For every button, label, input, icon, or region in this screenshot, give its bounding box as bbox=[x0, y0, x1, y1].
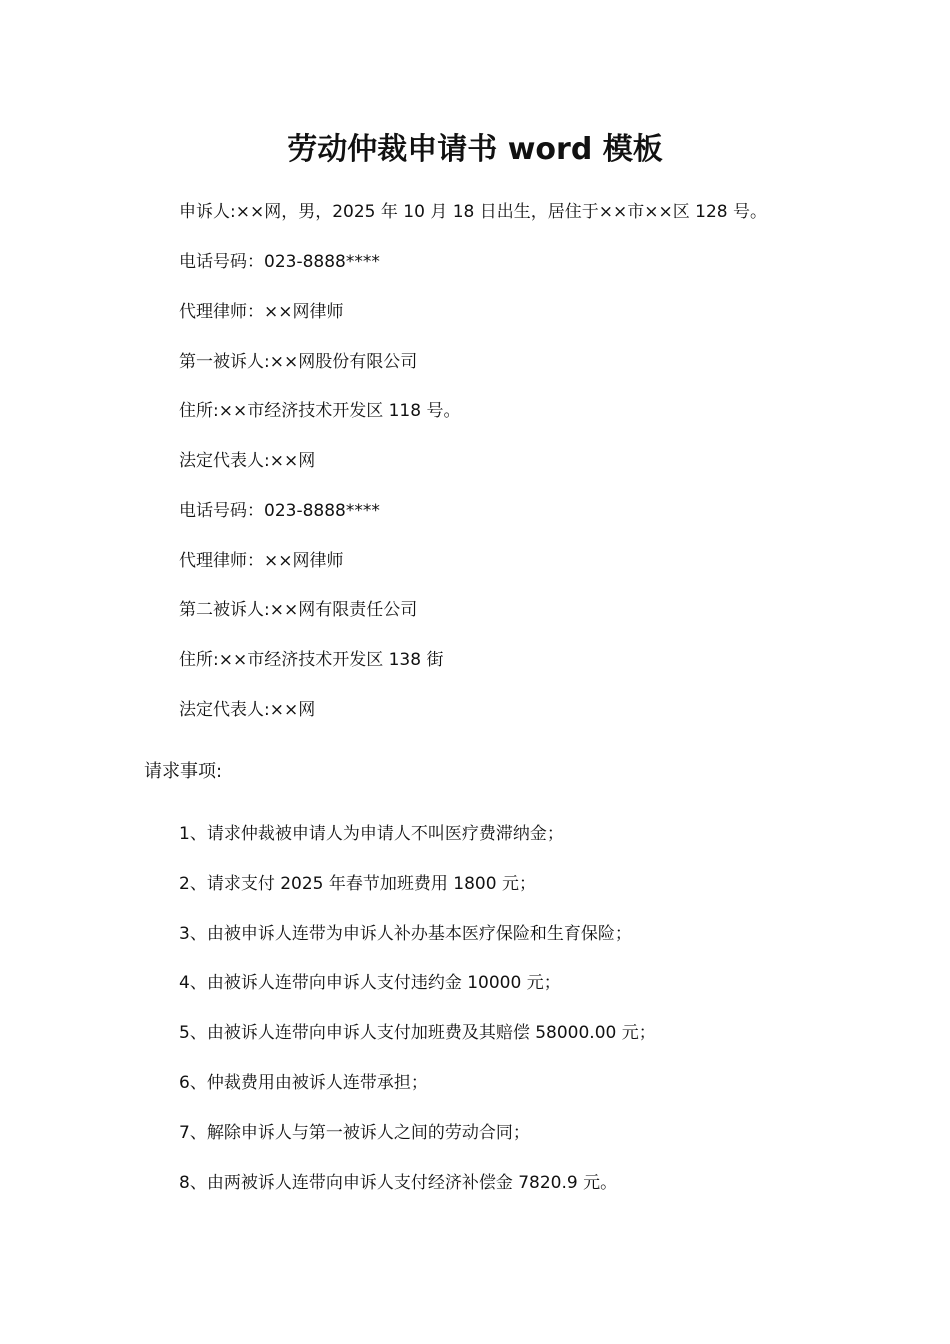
request-item: 3、由被申诉人连带为申诉人补办基本医疗保险和生育保险； bbox=[179, 924, 632, 944]
party-line: 法定代表人:××网 bbox=[179, 451, 316, 471]
party-line: 第一被诉人:××网股份有限公司 bbox=[179, 352, 418, 372]
party-line: 代理律师：××网律师 bbox=[179, 551, 344, 571]
party-line: 电话号码：023-8888**** bbox=[179, 501, 380, 521]
party-line: 法定代表人:××网 bbox=[179, 700, 316, 720]
request-item: 7、解除申诉人与第一被诉人之间的劳动合同； bbox=[179, 1123, 530, 1143]
request-item: 8、由两被诉人连带向申诉人支付经济补偿金 7820.9 元。 bbox=[179, 1173, 618, 1193]
request-item: 5、由被诉人连带向申诉人支付加班费及其赔偿 58000.00 元； bbox=[179, 1023, 656, 1043]
party-line: 住所:××市经济技术开发区 118 号。 bbox=[179, 401, 461, 421]
party-line: 第二被诉人:××网有限责任公司 bbox=[179, 600, 418, 620]
party-line: 住所:××市经济技术开发区 138 街 bbox=[179, 650, 444, 670]
request-item: 2、请求支付 2025 年春节加班费用 1800 元； bbox=[179, 874, 536, 894]
request-item: 6、仲裁费用由被诉人连带承担； bbox=[179, 1073, 428, 1093]
document-title: 劳动仲裁申请书 word 模板 bbox=[287, 132, 663, 167]
request-item: 4、由被诉人连带向申诉人支付违约金 10000 元； bbox=[179, 973, 561, 993]
requests-heading: 请求事项: bbox=[144, 761, 223, 782]
party-line: 电话号码：023-8888**** bbox=[179, 252, 380, 272]
request-item: 1、请求仲裁被申请人为申请人不叫医疗费滞纳金； bbox=[179, 824, 564, 844]
party-line: 申诉人:××网，男，2025 年 10 月 18 日出生，居住于××市××区 128 号。 bbox=[179, 202, 767, 222]
party-line: 代理律师：××网律师 bbox=[179, 302, 344, 322]
